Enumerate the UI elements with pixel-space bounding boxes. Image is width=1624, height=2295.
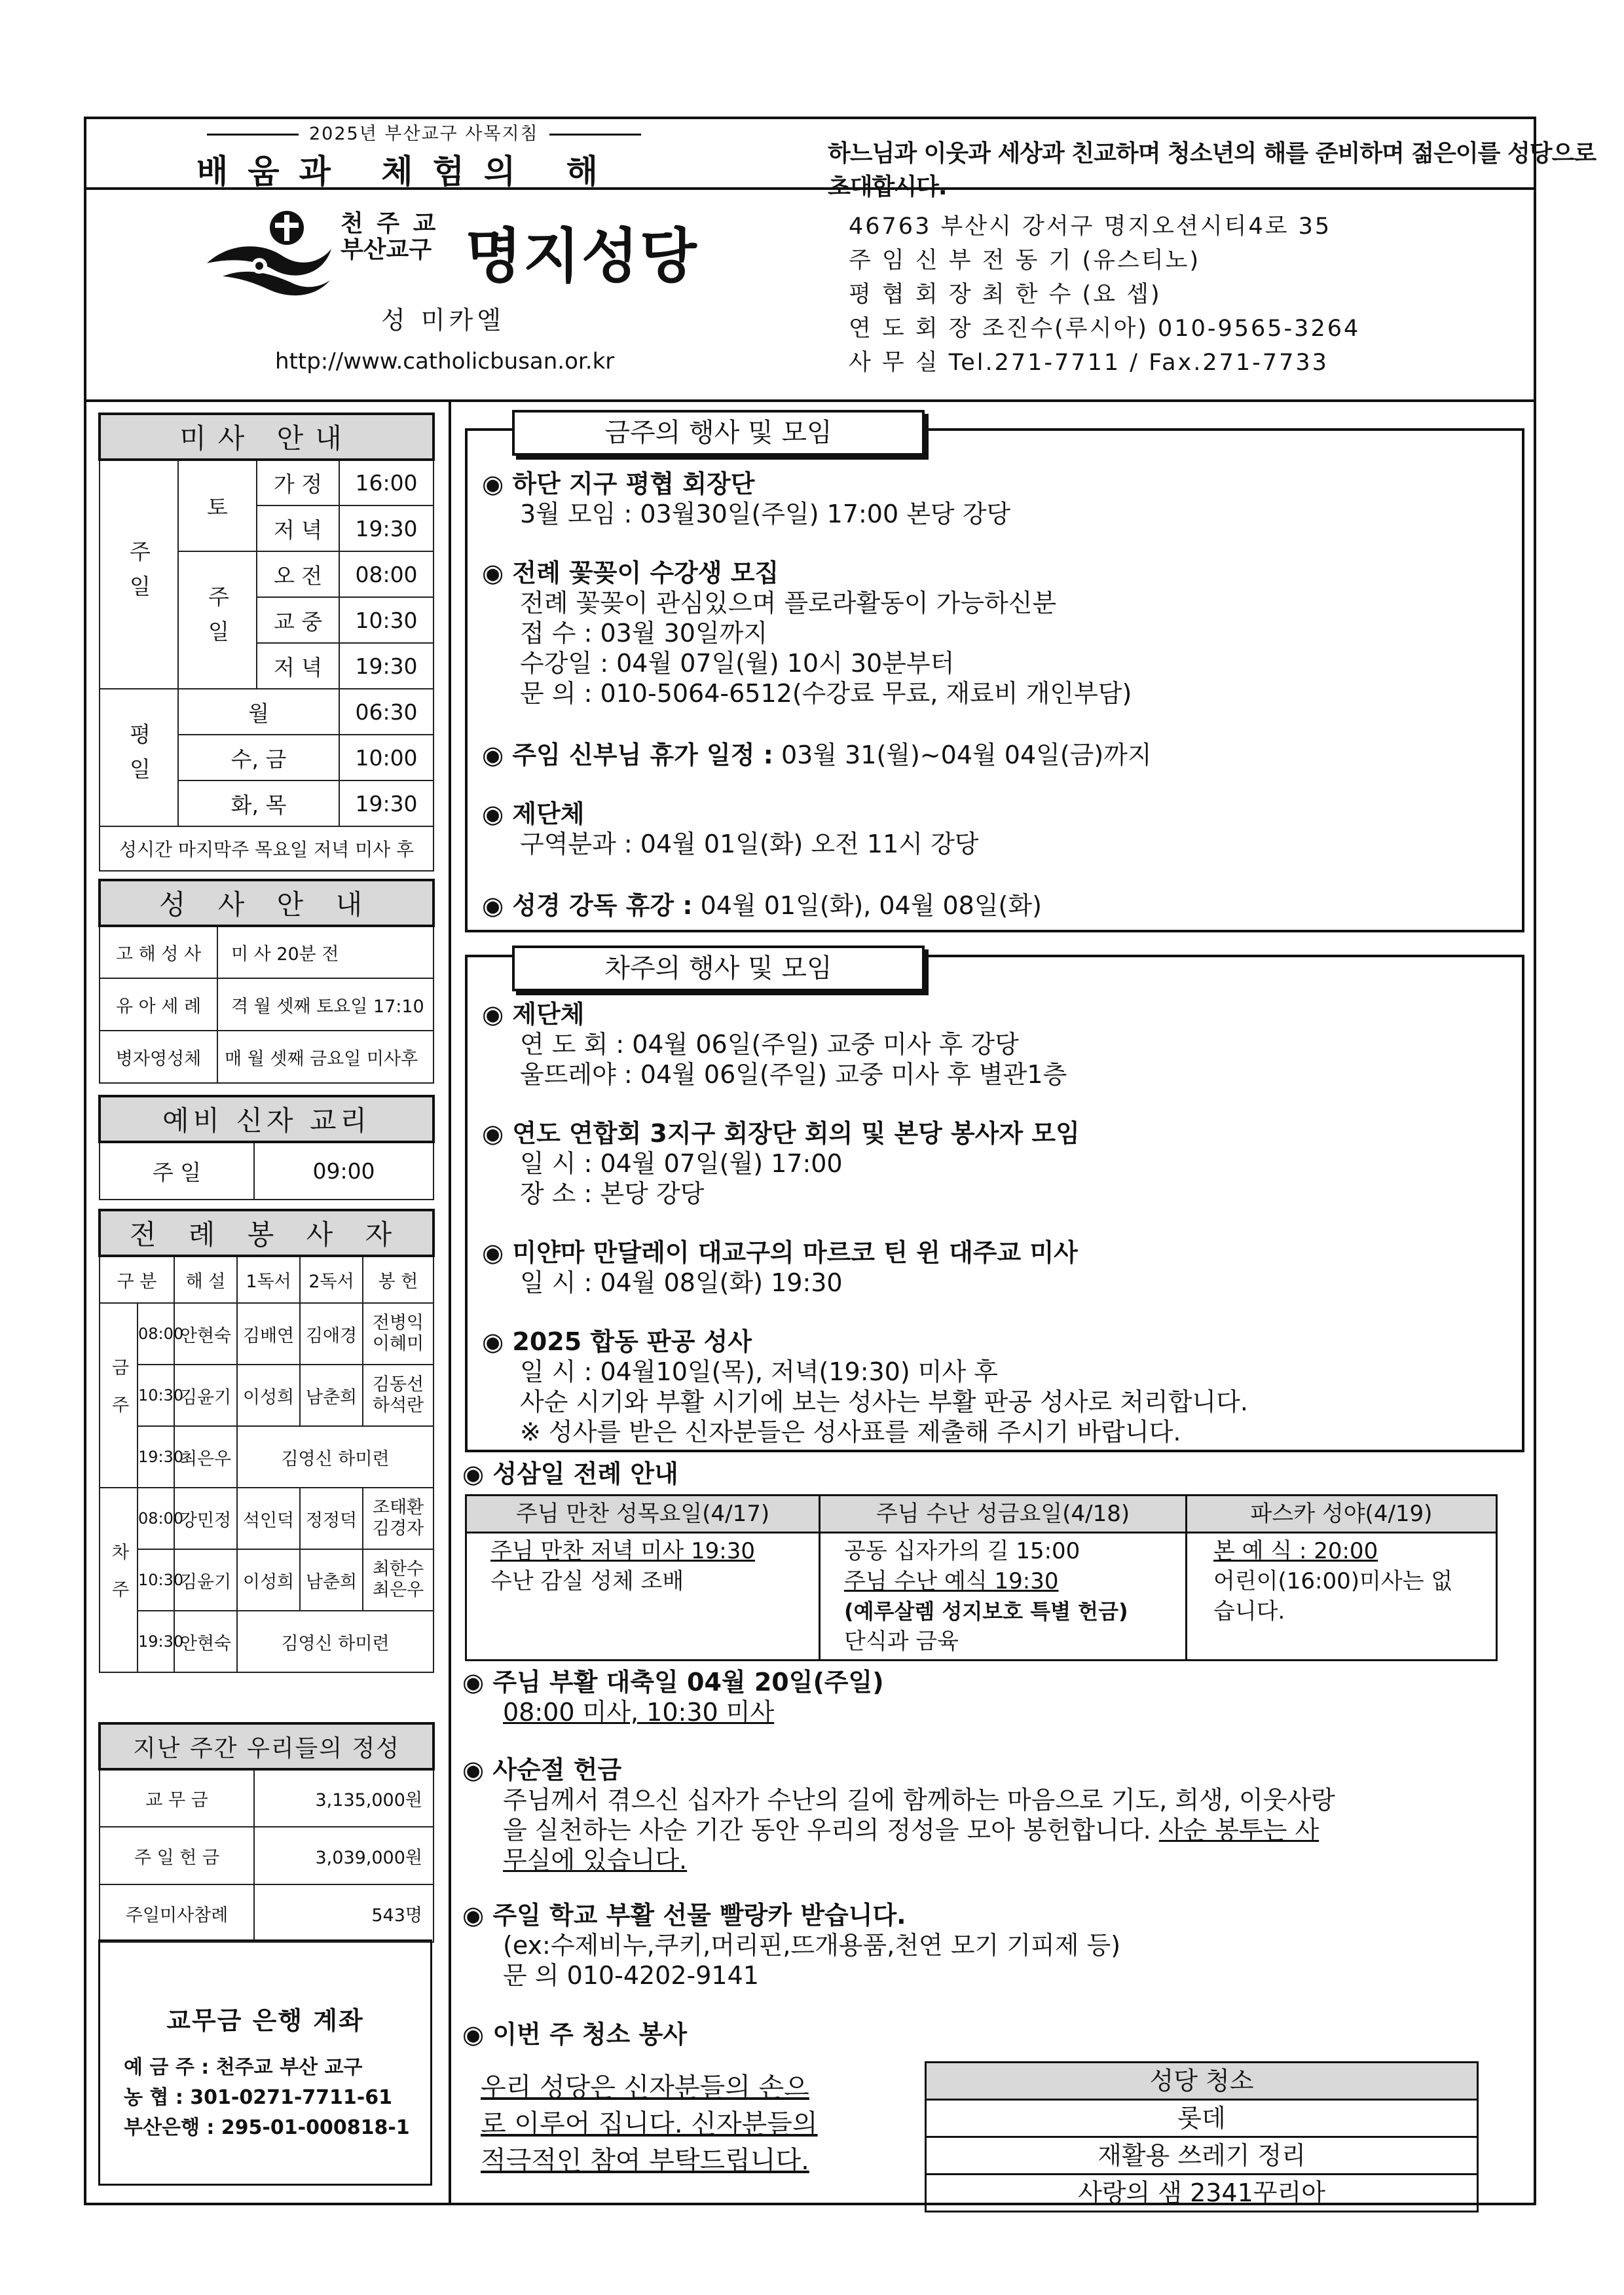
message-line: 로 이루어 집니다. 신자분들의 — [481, 2109, 818, 2139]
mass-time: 19:30 — [339, 780, 434, 826]
notice-title: ◉ 사순절 헌금 — [462, 1755, 622, 1784]
website-link[interactable]: http://www.catholicbusan.or.kr — [275, 348, 615, 375]
cleaning-task: 재활용 쓰레기 정리 — [926, 2137, 1478, 2175]
event-myanmar — [482, 1238, 1078, 1298]
cleaning-title: ◉ 이번 주 청소 봉사 — [462, 2020, 688, 2049]
event-detail: 전례 꽃꽂이 관심있으며 플로라활동이 가능하신분 — [520, 589, 1057, 617]
event-confession — [482, 1327, 1248, 1447]
this-week-label: 금주 — [100, 1303, 138, 1488]
event-vacation — [482, 740, 1152, 770]
church-logo-icon — [203, 203, 334, 301]
sacrament-title: 성 사 안 내 — [100, 880, 434, 926]
server-name: 김영신 하미련 — [237, 1426, 434, 1488]
event-groups — [482, 799, 979, 859]
cleaning-table — [925, 2061, 1479, 2212]
offering-kind: 주일미사참례 — [100, 1884, 254, 1942]
server-name: 김윤기 — [174, 1365, 237, 1426]
event-detail: 사순 시기와 부활 시기에 보는 성사는 부활 판공 성사로 처리합니다. — [520, 1387, 1248, 1416]
event-yeondo — [482, 1118, 1080, 1209]
address: 46763 부산시 강서구 명지오션시티4로 35 — [849, 213, 1332, 240]
patron-saint: 성 미카엘 — [381, 306, 505, 335]
liturgy-line: 습니다. — [1213, 1598, 1285, 1625]
server-name: 김애경 — [300, 1303, 363, 1365]
mass-time: 19:30 — [339, 505, 434, 551]
mass-kind: 교 중 — [257, 597, 339, 643]
event-detail: 일 시 : 04월10일(목), 저녁(19:30) 미사 후 — [520, 1357, 998, 1386]
sacrament-table — [98, 879, 435, 1084]
event-detail: 연 도 회 : 04월 06일(주일) 교중 미사 후 강당 — [520, 1030, 1019, 1059]
sacrament-kind: 병자영성체 — [100, 1031, 217, 1083]
server-name: 최한수 최은우 — [363, 1549, 434, 1611]
liturgy-line: 주님 만찬 저녁 미사 19:30 — [490, 1538, 755, 1564]
church-info — [849, 210, 1360, 380]
event-detail: 03월 31(월)~04월 04일(금)까지 — [773, 741, 1152, 769]
cleaning-message — [481, 2069, 818, 2179]
pastor: 주 임 신 부 전 동 기 (유스티노) — [849, 248, 1201, 274]
sacrament-time: 매 월 셋째 금요일 미사후 — [217, 1031, 434, 1083]
servers-header: 해 설 — [174, 1256, 237, 1303]
server-name: 남춘희 — [300, 1365, 363, 1426]
event-title: ◉ 2025 합동 판공 성사 — [482, 1327, 752, 1356]
server-name: 전병익 이혜미 — [363, 1303, 434, 1365]
mass-schedule-table — [98, 413, 435, 872]
server-name: 김배연 — [237, 1303, 300, 1365]
good-friday-cell — [820, 1533, 1187, 1661]
council-president: 평 협 회 장 최 한 수 (요 셉) — [849, 282, 1162, 308]
event-detail: 일 시 : 04월 08일(화) 19:30 — [520, 1268, 843, 1297]
liturgy-line: 수난 감실 성체 조배 — [490, 1568, 684, 1594]
liturgy-line: 공동 십자가의 길 15:00 — [844, 1538, 1080, 1564]
slogan: 하느님과 이웃과 세상과 친교하며 청소년의 해를 준비하며 젊은이를 성당으로 초대합시다. — [828, 140, 1596, 200]
sunday-school-notice — [462, 1900, 1120, 1991]
message-line: 우리 성당은 신자분들의 손으 — [481, 2072, 809, 2102]
event-detail: ※ 성사를 받은 신자분들은 성사표를 제출해 주시기 바랍니다. — [520, 1418, 1181, 1446]
liturgy-line: 어린이(16:00)미사는 없 — [1213, 1568, 1453, 1594]
server-name: 안현숙 — [174, 1303, 237, 1365]
servers-header: 2독서 — [300, 1256, 363, 1303]
sacrament-kind: 고 해 성 사 — [100, 926, 217, 978]
weekday-kind: 화, 목 — [178, 780, 339, 826]
mass-kind: 저 녁 — [257, 643, 339, 689]
sacrament-time: 격 월 셋째 토요일 17:10 — [217, 978, 434, 1031]
mass-time: 10:30 — [339, 597, 434, 643]
holy-hour-note: 성시간 마지막주 목요일 저녁 미사 후 — [100, 826, 434, 871]
offering-kind: 교 무 금 — [100, 1769, 254, 1827]
holy-thursday-header: 주님 만찬 성목요일(4/17) — [466, 1496, 820, 1533]
server-name: 안현숙 — [174, 1611, 237, 1672]
server-name: 이성희 — [237, 1365, 300, 1426]
account-holder: 예 금 주 : 천주교 부산 교구 — [124, 2056, 363, 2079]
offering-title: 지난 주간 우리들의 정성 — [100, 1723, 434, 1769]
notice-title: ◉ 주일 학교 부활 선물 빨랑카 받습니다. — [462, 1901, 906, 1930]
offering-amount: 3,039,000원 — [254, 1827, 434, 1884]
bank-account-box — [98, 1939, 432, 2186]
mass-kind: 가 정 — [257, 460, 339, 505]
yeondo-president: 연 도 회 장 조진수(루시아) 010-9565-3264 — [849, 316, 1361, 342]
easter-notice — [462, 1667, 884, 1727]
cleaning-group: 사랑의 샘 2341꾸리아 — [926, 2175, 1478, 2212]
event-detail: 04월 01일(화), 04월 08일(화) — [692, 891, 1042, 920]
catechism-table — [98, 1095, 435, 1200]
event-flower — [482, 558, 1132, 708]
server-time: 19:30 — [138, 1611, 174, 1672]
weekday-label: 평일 — [100, 689, 178, 826]
church-name: 명지성당 — [465, 222, 698, 291]
mass-time: 16:00 — [339, 460, 434, 505]
mass-time: 10:00 — [339, 735, 434, 780]
liturgy-line: 주님 수난 예식 19:30 — [844, 1568, 1059, 1594]
mass-time: 06:30 — [339, 689, 434, 735]
server-name: 김동선 하석란 — [363, 1365, 434, 1426]
cleaning-header: 성당 청소 — [926, 2063, 1478, 2100]
server-name: 정정덕 — [300, 1488, 363, 1549]
liturgy-line: 본 예 식 : 20:00 — [1213, 1538, 1378, 1564]
triduum-table — [465, 1494, 1498, 1661]
easter-vigil-header: 파스카 성야(4/19) — [1187, 1496, 1497, 1533]
notice-detail: 주님께서 겪으신 십자가 수난의 길에 함께하는 마음으로 기도, 희생, 이웃사랑 — [503, 1786, 1335, 1814]
event-bible — [482, 890, 1042, 921]
saturday-label: 토 — [178, 460, 257, 551]
holy-thursday-cell — [466, 1533, 820, 1661]
event-detail: 일 시 : 04월 07일(월) 17:00 — [520, 1149, 843, 1178]
offering-table — [98, 1722, 435, 1943]
server-name: 김윤기 — [174, 1549, 237, 1611]
event-title: ◉ 주임 신부님 휴가 일정 : — [482, 741, 773, 769]
servers-title: 전 례 봉 사 자 — [100, 1210, 434, 1256]
office-contact: 사 무 실 Tel.271-7711 / Fax.271-7733 — [849, 350, 1329, 376]
catechism-title: 예비 신자 교리 — [100, 1096, 434, 1142]
catechism-time: 09:00 — [254, 1142, 434, 1200]
mass-title: 미사 안내 — [100, 414, 434, 460]
server-time: 10:30 — [138, 1365, 174, 1426]
liturgy-line: (예루살렘 성지보호 특별 헌금) — [844, 1599, 1128, 1624]
server-name: 조태환 김경자 — [363, 1488, 434, 1549]
notice-detail: 08:00 미사, 10:30 미사 — [503, 1698, 775, 1727]
mass-time: 19:30 — [339, 643, 434, 689]
next-week-title: 차주의 행사 및 모임 — [512, 946, 925, 991]
server-time: 19:30 — [138, 1426, 174, 1488]
weekday-kind: 수, 금 — [178, 735, 339, 780]
lent-offering-notice — [462, 1755, 1335, 1875]
event-title: ◉ 전례 꽃꽂이 수강생 모집 — [482, 559, 779, 587]
sunday-day-label: 주일 — [178, 551, 257, 689]
easter-vigil-cell — [1187, 1533, 1497, 1661]
event-hadan — [482, 469, 1010, 529]
liturgy-line: 단식과 금육 — [844, 1628, 959, 1655]
notice-detail: 문 의 010-4202-9141 — [503, 1961, 759, 1990]
sacrament-kind: 유 아 세 례 — [100, 978, 217, 1031]
cleaning-group: 롯데 — [926, 2100, 1478, 2137]
event-detail: 문 의 : 010-5064-6512(수강료 무료, 재료비 개인부담) — [520, 679, 1132, 708]
year-motto: 배움과 체험의 해 — [196, 153, 618, 191]
offering-kind: 주 일 헌 금 — [100, 1827, 254, 1884]
server-time: 08:00 — [138, 1488, 174, 1549]
catechism-day: 주 일 — [100, 1142, 254, 1200]
sunday-label: 주일 — [100, 460, 178, 689]
notice-title: ◉ 주님 부활 대축일 04월 20일(주일) — [462, 1668, 884, 1697]
event-detail: 구역분과 : 04월 01일(화) 오전 11시 강당 — [520, 830, 979, 858]
notice-detail: (ex:수제비누,쿠키,머리핀,뜨개용품,천연 모기 기피제 등) — [503, 1931, 1121, 1960]
event-title: ◉ 성경 강독 휴강 : — [482, 891, 693, 920]
event-title: ◉ 연도 연합회 3지구 회장단 회의 및 본당 봉사자 모임 — [482, 1119, 1080, 1148]
next-week-label: 차주 — [100, 1488, 138, 1672]
message-line: 적극적인 참여 부탁드립니다. — [481, 2146, 809, 2176]
server-name: 강민정 — [174, 1488, 237, 1549]
server-name: 이성희 — [237, 1549, 300, 1611]
event-title: ◉ 미얀마 만달레이 대교구의 마르코 틴 윈 대주교 미사 — [482, 1238, 1078, 1267]
triduum-title: ◉ 성삼일 전례 안내 — [462, 1460, 678, 1488]
mass-kind: 오 전 — [257, 551, 339, 597]
this-week-title: 금주의 행사 및 모임 — [512, 410, 925, 456]
server-name: 석인덕 — [237, 1488, 300, 1549]
bank-details — [124, 2053, 410, 2143]
nonghyup-account: 농 협 : 301-0271-7711-61 — [124, 2086, 393, 2109]
busan-bank-account: 부산은행 : 295-01-000818-1 — [124, 2116, 410, 2139]
servers-header: 1독서 — [237, 1256, 300, 1303]
event-title: ◉ 제단체 — [482, 799, 585, 828]
event-detail: 접 수 : 03월 30일까지 — [520, 619, 768, 648]
good-friday-header: 주님 수난 성금요일(4/18) — [820, 1496, 1187, 1533]
server-time: 10:30 — [138, 1549, 174, 1611]
event-detail: 장 소 : 본당 강당 — [520, 1179, 705, 1208]
server-name: 김영신 하미련 — [237, 1611, 434, 1672]
offering-amount: 3,135,000원 — [254, 1769, 434, 1827]
weekday-kind: 월 — [178, 689, 339, 735]
server-name: 최은우 — [174, 1426, 237, 1488]
notice-detail: 무실에 있습니다. — [503, 1846, 688, 1875]
event-detail: 울뜨레야 : 04월 06일(주일) 교중 미사 후 별관1층 — [520, 1060, 1067, 1089]
event-detail: 수강일 : 04월 07일(월) 10시 30분부터 — [520, 649, 955, 678]
event-detail: 3월 모임 : 03월30일(주일) 17:00 본당 강당 — [520, 500, 1011, 528]
mass-time: 08:00 — [339, 551, 434, 597]
server-name: 남춘희 — [300, 1549, 363, 1611]
diocese-label: 천 주 교 부산교구 — [341, 210, 439, 263]
event-next-groups — [482, 999, 1067, 1090]
header-bottom-divider — [86, 399, 1534, 402]
servers-header: 구 분 — [100, 1256, 174, 1303]
mass-kind: 저 녁 — [257, 505, 339, 551]
sacrament-time: 미 사 20분 전 — [217, 926, 434, 978]
liturgy-servers-table — [98, 1209, 435, 1673]
bank-title: 교무금 은행 계좌 — [166, 2006, 364, 2035]
notice-detail-line: 을 실천하는 사순 기간 동안 우리의 정성을 모아 봉헌합니다. 사순 봉투는 사 — [503, 1816, 1320, 1845]
servers-header: 봉 헌 — [363, 1256, 434, 1303]
event-title: ◉ 하단 지구 평협 회장단 — [482, 469, 755, 498]
offering-amount: 543명 — [254, 1884, 434, 1942]
server-time: 08:00 — [138, 1303, 174, 1365]
column-divider — [449, 402, 451, 2203]
pastoral-guideline: 2025년 부산교구 사목지침 — [196, 119, 652, 145]
event-title: ◉ 제단체 — [482, 1000, 585, 1029]
